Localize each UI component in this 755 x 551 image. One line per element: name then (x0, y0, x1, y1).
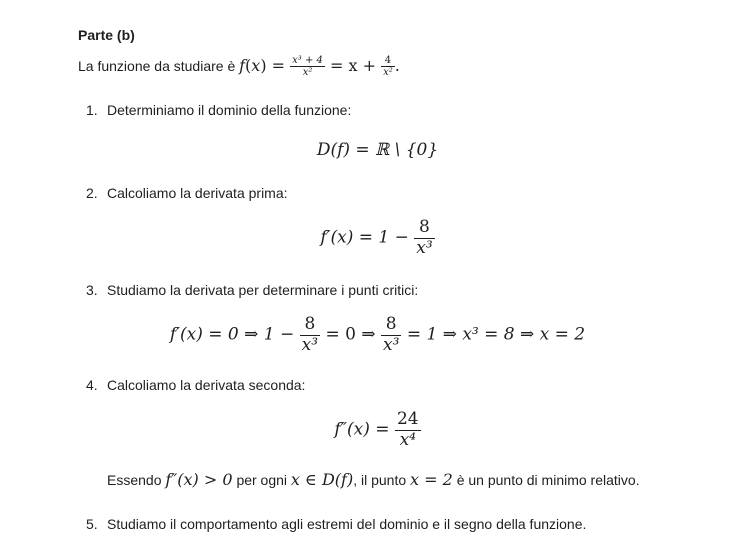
step-3-fraction-2: $\frac{8}{\text{x³}}$ (383, 314, 400, 355)
intro-function: f(x) = $\frac{\text{x³ + 4}}{\text{x²}}$ = x + $\frac{4}{\text{x²}}$ . (239, 55, 400, 78)
step-3-number: 3. (86, 282, 98, 298)
step-3-fraction-1: $\frac{8}{\text{x³}}$ (301, 314, 319, 355)
step-1-text: Determiniamo il dominio della funzione: (107, 102, 352, 118)
step-1-number: 1. (86, 102, 98, 118)
step-2-fraction: $\frac{8}{\text{x³}}$ (416, 217, 433, 258)
step-3-formula: f′(x) = 0 ⇒ 1 − $\frac{8}{\text{x³}}$ = 0 ⇒ $\frac{8}{\text{x³}}$ = 1 ⇒ x³ = 8 ⇒ x = 2 (169, 314, 586, 355)
step-2-number: 2. (86, 185, 98, 201)
step-4-number: 4. (86, 377, 98, 393)
step-5-number: 5. (86, 516, 98, 532)
section-heading: Parte (b) (78, 27, 135, 43)
step-2-text: Calcoliamo la derivata prima: (107, 185, 288, 201)
step-4-formula: f″(x) = $\frac{24}{\text{x⁴}}$ (334, 409, 419, 450)
intro-line (78, 55, 400, 78)
step-1-formula: D(f) = ℝ \ {0} (316, 140, 439, 160)
step-5-text: Studiamo il comportamento agli estremi del dominio e il segno della funzione. (107, 516, 587, 532)
intro-text: La funzione da studiare è (78, 58, 236, 74)
intro-fraction: $\frac{\text{x³ + 4}}{\text{x²}}$ (292, 55, 323, 78)
step-2-formula: f′(x) = 1 − $\frac{8}{\text{x³}}$ (320, 217, 433, 258)
step-4-text: Calcoliamo la derivata seconda: (107, 377, 306, 393)
step-4-fraction: $\frac{24}{\text{x⁴}}$ (396, 409, 419, 450)
step-4-note: Essendo f″(x) > 0 per ogni x ∈ D(f), il punto x = 2 è un punto di minimo relativo. (107, 470, 640, 489)
step-3-text: Studiamo la derivata per determinare i punti critici: (107, 282, 419, 298)
intro-fraction-2: $\frac{4}{\text{x²}}$ (383, 55, 393, 78)
